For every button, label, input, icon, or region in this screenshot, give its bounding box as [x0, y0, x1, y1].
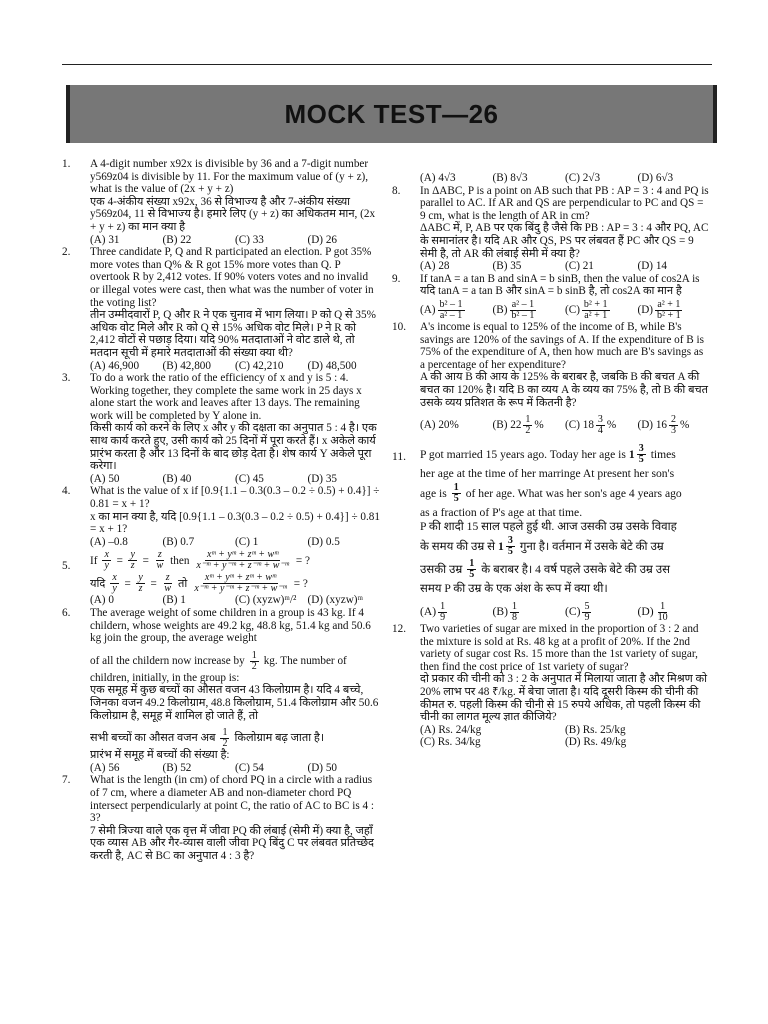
option-b[interactable]: (B) 1	[162, 594, 186, 607]
right-column	[392, 158, 710, 749]
equals-question: = ?	[295, 554, 310, 567]
numerator: 3	[507, 535, 513, 547]
fraction	[510, 602, 519, 623]
numerator: 1	[251, 649, 257, 661]
fraction	[220, 728, 229, 749]
question-text-hi: 7 सेमी त्रिज्या वाले एक वृत्त में जीवा PQ की लंबाई (सेमी में) क्या है, जहाँ एक व्यास AB और गैर-व्यास वाली जीवा PQ बिंदु C पर लंबवत प्रतिच्छेद करती है, AC से BC का अनुपात 4 : 3 है?	[90, 824, 375, 862]
question-text-en-line2	[90, 651, 380, 672]
text-fragment: age is	[420, 486, 447, 500]
fraction	[194, 550, 290, 571]
numerator: 3	[597, 414, 603, 426]
fraction	[655, 300, 683, 321]
fraction	[523, 415, 532, 436]
text-fragment: के बराबर है। 4 वर्ष पहले उसके बेटे की उम्र उस	[481, 562, 670, 576]
option-a[interactable]: (A) 56	[90, 761, 120, 774]
numerator: y	[130, 549, 135, 561]
option-c[interactable]: (C) Rs. 34/kg	[420, 736, 481, 749]
option-label: (C)	[565, 605, 581, 619]
fraction	[136, 573, 144, 594]
question-7	[62, 774, 380, 862]
to-label: तो	[178, 577, 188, 590]
question-text-hi: A की आय B की आय के 125% के बराबर है, जबकि B की बचत A की बचत का 120% है। यदि B का व्यय A के व्यय का 75% है, तो B की बचत उसके व्यय प्रतिशत के रूप में कितनी है?	[420, 371, 708, 409]
option-d[interactable]: (D) 26	[307, 233, 338, 246]
question-text-hi: दो प्रकार की चीनी को 3 : 2 के अनुपात में मिलाया जाता है और मिश्रण को 20% लाभ पर 48 ₹/kg. में बेचा जाता है। यदि दूसरी किस्म की चीनी की कीमत रु. पहली किस्म की चीनी से 15 रुपये अधिक, तो पहली किस्म की चीनी का लागत मूल्य ज्ञात कीजिये?	[420, 673, 708, 724]
option-d[interactable]	[638, 415, 711, 436]
question-7-continued	[392, 172, 710, 185]
question-4	[62, 485, 380, 548]
option-a[interactable]: (A) Rs. 24/kg	[420, 723, 482, 736]
question-text-en-line1	[420, 444, 710, 465]
numerator: b² – 1	[439, 298, 463, 310]
text-fragment: P got married 15 years ago. Today her age is	[420, 447, 626, 461]
option-c[interactable]: (C) 54	[235, 761, 264, 774]
suffix: %	[606, 419, 617, 432]
option-a[interactable]: (A) 0	[90, 594, 114, 607]
fraction	[582, 602, 591, 623]
question-number: 6.	[62, 607, 71, 619]
option-d[interactable]: (D) 35	[307, 472, 338, 485]
text-fragment: सभी बच्चों का औसत वजन अब	[90, 732, 216, 745]
option-label: (D)	[637, 304, 654, 317]
denominator: b² – 1	[511, 309, 535, 321]
question-text-hi-line1: P की शादी 15 साल पहले हुई थी. आज उसकी उम्र उसके विवाह	[420, 520, 677, 534]
numerator: 2	[671, 414, 677, 426]
text-fragment: के समय की उम्र से	[420, 539, 496, 553]
question-text-en-line3: children, initially, in the group is:	[90, 671, 240, 684]
denominator: y	[112, 583, 117, 595]
fraction	[154, 550, 165, 571]
question-1	[62, 158, 380, 246]
whole-part: 1	[498, 539, 504, 553]
options	[90, 762, 380, 775]
option-c[interactable]: (C) (xyzw)ᵐ/²	[235, 594, 297, 607]
option-b[interactable]	[493, 602, 566, 623]
yadi-label: यदि	[90, 577, 106, 590]
denominator: 9	[584, 612, 590, 624]
fraction	[110, 573, 118, 594]
question-text-hi: यदि tanA = a tan B और sinA = b sinB है, तो cos2A का मान है	[420, 285, 682, 298]
numerator: a² + 1	[657, 298, 681, 310]
title-banner	[66, 85, 717, 143]
option-d[interactable]: (D) (xyzw)ᵐ	[307, 594, 363, 607]
question-text-hi: x का मान क्या है, यदि [0.9{1.1 – 0.3(0.3 – 0.2 ÷ 0.5) + 0.4}] ÷ 0.81 = x + 1?	[90, 510, 380, 536]
question-8	[392, 185, 710, 273]
option-label: (B)	[492, 605, 508, 619]
question-number: 1.	[62, 158, 71, 170]
numerator: 1	[222, 727, 228, 739]
question-text-hi: एक समूह में कुछ बच्चों का औसत वजन 43 किलोग्राम है। यदि 4 बच्चे, जिनका वजन 49.2 किलोग्राम, 48.8 किलोग्राम, 51.4 किलोग्राम और 50.6 किलोग्राम है, समूह में शामिल हो जाते हैं, तो	[90, 684, 379, 722]
question-text-en: A's income is equal to 125% of the income of B, while B's savings are 120% of the savings of A. If the expenditure of B is 75% of the expenditure of A, then how much are B's savings as a percentage of her expenditure?	[420, 320, 704, 371]
denominator: y	[104, 560, 109, 572]
numerator: 3	[638, 443, 644, 455]
left-column	[62, 158, 380, 862]
denominator: w	[164, 583, 172, 595]
numerator: y	[138, 572, 143, 584]
fraction	[250, 651, 259, 672]
denominator: a² – 1	[439, 309, 463, 321]
question-3	[62, 372, 380, 485]
option-b[interactable]: (B) 8√3	[492, 172, 528, 184]
option-b[interactable]: (B) 52	[162, 761, 192, 774]
fraction	[467, 559, 476, 580]
page-title: MOCK TEST—26	[284, 98, 499, 129]
fraction	[128, 550, 136, 571]
suffix: %	[534, 419, 544, 432]
option-c[interactable]: (C) 45	[235, 472, 264, 485]
mixed-number	[629, 444, 648, 465]
fraction	[162, 573, 173, 594]
option-b[interactable]: (B) 42,800	[162, 359, 211, 372]
options	[90, 360, 380, 373]
fraction	[509, 300, 536, 321]
option-label: (A)	[420, 605, 437, 619]
option-label: (D)	[637, 419, 654, 432]
text-fragment: गुना है। वर्तमान में उसके बेटे की उम्र	[519, 539, 664, 553]
fraction	[506, 536, 515, 557]
denominator: 5	[638, 454, 644, 466]
denominator: w	[156, 560, 164, 572]
text-fragment: किलोग्राम बढ़ जाता है।	[234, 732, 325, 745]
math-line-en: If $\frac{x}{y}$ = $\frac{y}{z}$ = $\frac{z}{w}$ then $\frac{\text{xᵐ + yᵐ + zᵐ + wᵐ}}{\text{x⁻ᵐ + y⁻ᵐ + z⁻ᵐ + w⁻ᵐ}}$ = ?	[90, 549, 310, 572]
fraction	[102, 550, 110, 571]
option-c[interactable]: (C) 21	[565, 260, 594, 273]
option-b[interactable]: (B) Rs. 25/kg	[565, 723, 626, 736]
option-c[interactable]: (C) 42,210	[235, 359, 284, 372]
denominator: 9	[440, 612, 446, 624]
fraction	[596, 415, 605, 436]
question-10	[392, 321, 710, 436]
question-number: 10.	[392, 320, 406, 333]
question-number: 2.	[62, 246, 71, 259]
numerator: x	[104, 549, 109, 561]
option-b[interactable]	[493, 415, 566, 436]
question-number: 5.	[62, 560, 71, 573]
option-c[interactable]: (C) 1	[235, 535, 259, 548]
denominator: z	[130, 560, 135, 572]
question-text-hi-line3	[420, 559, 710, 580]
mixed-number	[498, 536, 517, 557]
question-number: 9.	[392, 272, 401, 285]
text-fragment: of all the childern now increase by	[90, 654, 245, 667]
fraction	[452, 483, 461, 504]
options	[90, 594, 380, 607]
denominator: b² + 1	[657, 309, 681, 321]
options	[90, 536, 380, 549]
whole-part: 16	[655, 419, 668, 432]
question-text-hi: किसी कार्य को करने के लिए x और y की दक्षता का अनुपात 5 : 4 है। एक साथ कार्य करते हुए, उसी कार्य को 25 दिनों में पूरा करते हैं। x अकेले कार्य प्रारंभ करता है और 13 दिनों के बाद छोड़ देता है। शेष कार्य Y अकेले पूरा करेगा।	[90, 422, 377, 473]
options	[420, 415, 710, 436]
option-d[interactable]: (D) 6√3	[637, 172, 674, 184]
question-text-en: To do a work the ratio of the efficiency of x and y is 5 : 4. Working together, they complete the same work in 25 days x alone start the work and leaves after 13 days. The remaining work will be completed by Y alone in.	[90, 372, 362, 422]
option-c[interactable]	[565, 300, 638, 321]
question-text-en-line2: her age at the time of her marringe At present her son's	[420, 467, 675, 481]
denominator: 8	[511, 612, 517, 624]
numerator: 1	[511, 601, 517, 613]
denominator: x⁻ᵐ + y⁻ᵐ + z⁻ᵐ + w⁻ᵐ	[194, 583, 287, 595]
question-number: 11.	[392, 450, 407, 464]
question-12	[392, 623, 710, 749]
question-text-hi-line3: प्रारंभ में समूह में बच्चों की संख्या है:	[90, 749, 230, 762]
question-text-en-line3	[420, 483, 710, 504]
option-d[interactable]: (D) Rs. 49/kg	[565, 736, 627, 749]
question-text-en: The average weight of some children in a group is 43 kg. If 4 childern, whose weights are 49.2 kg, 48.8 kg, 51.4 kg and 50.6 kg join the group, the average weight	[90, 607, 371, 645]
question-number: 7.	[62, 774, 71, 787]
numerator: z	[165, 572, 170, 584]
numerator: 1	[469, 558, 475, 570]
top-rule	[62, 64, 712, 65]
question-6	[62, 607, 380, 774]
options	[90, 473, 380, 486]
denominator: 2	[525, 425, 531, 437]
option-d[interactable]: (D) 48,500	[307, 359, 357, 372]
denominator: z	[138, 583, 143, 595]
question-number: 3.	[62, 372, 71, 385]
option-c[interactable]: (C) 33	[235, 233, 264, 246]
denominator: 4	[597, 425, 603, 437]
denominator: 2	[251, 660, 257, 672]
equals-question: = ?	[293, 577, 308, 590]
question-text-hi-line2	[90, 728, 380, 749]
question-5	[62, 550, 380, 607]
numerator: z	[157, 549, 162, 561]
option-label: (D)	[637, 605, 654, 619]
question-text-en: A 4-digit number x92x is divisible by 36 and a 7-digit number y569z04 is divisible by 11. For the maximum value of (y + z), what is the value of (2x + y + z)	[90, 158, 369, 196]
whole-part: 18	[582, 419, 594, 432]
text-fragment: of her age. What was her son's age 4 years ago	[465, 486, 682, 500]
options	[420, 724, 710, 749]
question-text-en: In ΔABC, P is a point on AB such that PB : AP = 3 : 4 and PQ is parallel to AC. If AR and QS are perpendicular to PC and QS = 9 cm, what is the length of AR in cm?	[420, 184, 709, 222]
options	[420, 172, 710, 185]
option-d[interactable]	[638, 602, 711, 623]
option-c[interactable]	[565, 415, 638, 436]
option-a[interactable]: (A) –0.8	[90, 535, 128, 548]
numerator: a² – 1	[511, 298, 535, 310]
question-text-en-line4: as a fraction of P's age at that time.	[420, 506, 583, 520]
options	[420, 300, 710, 321]
question-text-en: What is the value of x if [0.9{1.1 – 0.3(0.3 – 0.2 ÷ 0.5) + 0.4}] ÷ 0.81 = x + 1?	[90, 485, 380, 511]
option-b[interactable]: (B) 40	[162, 472, 192, 485]
option-d[interactable]: (D) 0.5	[307, 535, 340, 548]
option-a[interactable]: (A) 46,900	[90, 359, 140, 372]
numerator: xᵐ + yᵐ + zᵐ + wᵐ	[206, 549, 279, 561]
option-d[interactable]: (D) 14	[637, 260, 668, 273]
denominator: 5	[507, 546, 513, 558]
question-2	[62, 246, 380, 372]
fraction	[192, 573, 288, 594]
math-line-hi: यदि $\frac{x}{y}$ = $\frac{y}{z}$ = $\frac{z}{w}$ तो $\frac{\text{xᵐ + yᵐ + zᵐ + wᵐ}}{\text{x⁻ᵐ + y⁻ᵐ + z⁻ᵐ + w⁻ᵐ}}$ = ?	[90, 572, 308, 595]
question-text-hi: ΔABC में, P, AB पर एक बिंदु है जैसे कि PB : AP = 3 : 4 और PQ, AC के समानांतर है। यदि AR और QS, PS पर लंबवत हैं PC और QS = 9 सेमी है, तो AR की लंबाई सेमी में क्या है?	[420, 222, 709, 260]
option-label: (C)	[565, 419, 580, 432]
fraction	[669, 415, 678, 436]
option-b[interactable]: (B) 0.7	[162, 535, 195, 548]
question-text-en: What is the length (in cm) of chord PQ in a circle with a radius of 7 cm, where a diameter AB and non-diameter chord PQ intersect perpendicularly at point C, the ratio of AC to BC is 4 : 3?	[90, 774, 374, 825]
text-fragment: times	[650, 447, 676, 461]
question-11	[392, 444, 710, 623]
options	[90, 234, 380, 247]
option-d[interactable]: (D) 50	[307, 761, 338, 774]
option-b[interactable]: (B) 35	[492, 260, 522, 273]
denominator: 5	[453, 493, 459, 505]
denominator: 3	[671, 425, 677, 437]
question-number: 12.	[392, 623, 406, 636]
denominator: a² + 1	[584, 309, 608, 321]
question-text-en: Two varieties of sugar are mixed in the proportion of 3 : 2 and the mixture is sold at Rs. 48 kg at a profit of 20%. If the 2nd variety of sugar cost Rs. 15 more than the 1st variety of sugar, then find the cost price of 1st variety of sugar?	[420, 623, 699, 673]
if-label: If	[90, 554, 98, 567]
fraction	[582, 300, 610, 321]
fraction	[438, 602, 447, 623]
option-label: (C)	[565, 304, 580, 317]
numerator: 1	[440, 601, 446, 613]
fraction	[438, 300, 465, 321]
denominator: x⁻ᵐ + y⁻ᵐ + z⁻ᵐ + w⁻ᵐ	[196, 560, 289, 572]
numerator: b² + 1	[583, 298, 608, 310]
denominator: 10	[657, 612, 668, 624]
option-c[interactable]	[565, 602, 638, 623]
option-a[interactable]	[420, 300, 493, 321]
text-fragment: उसकी उम्र	[420, 562, 463, 576]
question-text-hi: तीन उम्मीदवारों P, Q और R ने एक चुनाव में भाग लिया। P को Q से 35% अधिक वोट मिले और R को Q से 15% अधिक वोट मिले। P ने R को 2,412 वोटों से पछाड़ दिया। यदि 90% मतदाताओं ने वोट डाले थे, तो मतदान सूची में हमारे मतदाताओं की संख्या क्या थी?	[90, 309, 376, 359]
text-fragment: kg. The number of	[263, 654, 347, 667]
option-a[interactable]: (A) 50	[90, 472, 120, 485]
option-d[interactable]	[638, 300, 711, 321]
whole-part: 22	[510, 419, 522, 432]
option-a[interactable]: (A) 4√3	[420, 172, 456, 184]
options	[420, 602, 710, 623]
option-label: (B)	[492, 419, 508, 432]
numerator: 5	[584, 601, 590, 613]
numerator: 1	[453, 482, 459, 494]
option-c[interactable]: (C) 2√3	[565, 172, 601, 184]
question-text-en: If tanA = a tan B and sinA = b sinB, then the value of cos2A is	[420, 272, 700, 285]
question-9	[392, 273, 710, 321]
question-text-hi-line2	[420, 536, 710, 557]
option-label: (B)	[492, 304, 508, 317]
numerator: x	[112, 572, 117, 584]
numerator: 1	[660, 601, 666, 613]
option-b[interactable]: (B) 22	[162, 233, 192, 246]
fraction	[637, 444, 646, 465]
option-a[interactable]: (A) 28	[420, 260, 450, 273]
denominator: 2	[222, 738, 228, 750]
then-label: then	[170, 554, 190, 567]
question-number: 8.	[392, 184, 401, 197]
question-number: 4.	[62, 485, 71, 498]
numerator: xᵐ + yᵐ + zᵐ + wᵐ	[204, 572, 277, 584]
denominator: 5	[469, 569, 475, 581]
whole-part: 1	[628, 447, 635, 461]
option-a[interactable]: (A) 20%	[420, 419, 459, 432]
option-b[interactable]	[493, 300, 566, 321]
option-label: (A)	[420, 304, 436, 317]
fraction	[656, 602, 670, 623]
numerator: 1	[525, 414, 531, 426]
suffix: %	[680, 419, 690, 432]
option-a[interactable]	[420, 602, 493, 623]
options	[420, 260, 710, 273]
question-text-hi: एक 4-अंकीय संख्या x92x, 36 से विभाज्य है और 7-अंकीय संख्या y569z04, 11 से विभाज्य है। हमारे लिए (y + z) का अधिकतम मान, (2x + y + z) का मान क्या है	[90, 195, 376, 233]
question-text-en: Three candidate P, Q and R participated an election. P got 35% more votes than Q% & R got 15% more votes than Q. P overtook R by 2,412 votes. If 90% voters votes and no invalid or illegal votes were cast, then what was the number of voter in the voting list?	[90, 246, 374, 309]
question-text-hi-line4: समय P की उम्र के एक अंश के रूप में क्या थी।	[420, 582, 608, 596]
option-a[interactable]: (A) 31	[90, 233, 120, 246]
